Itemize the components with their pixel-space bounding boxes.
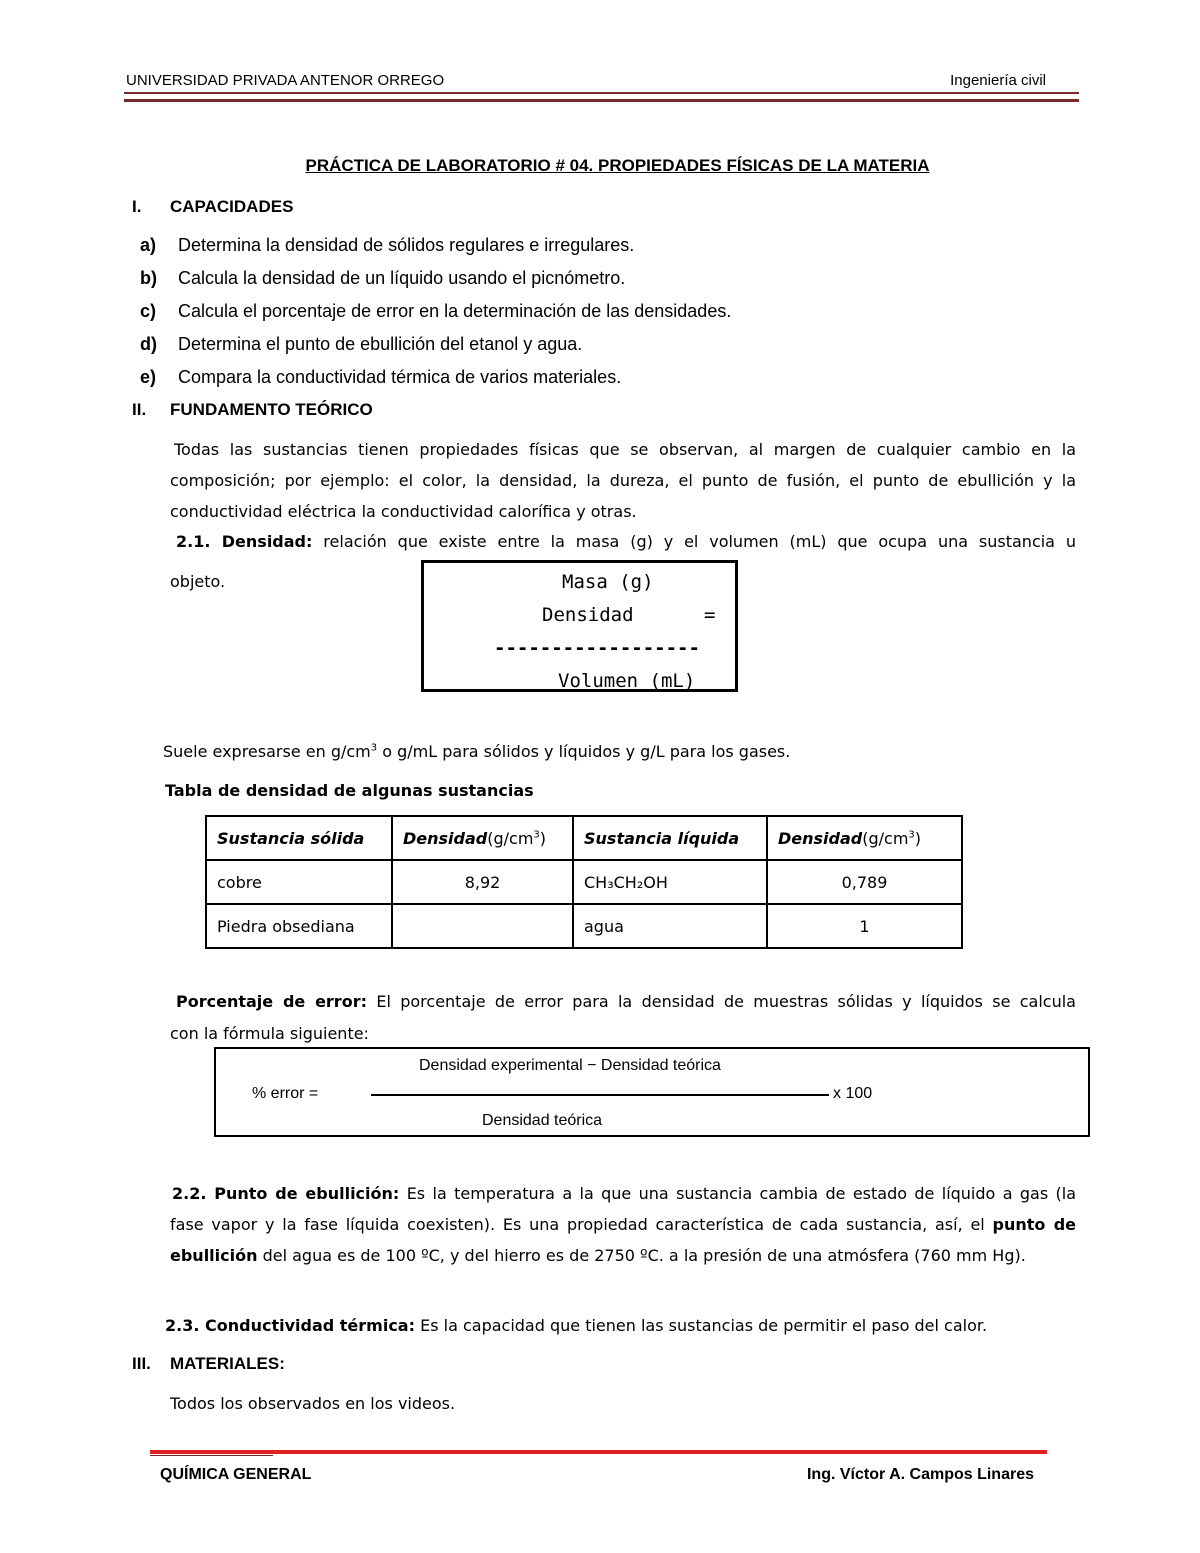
boiling-text1: Es la temperatura a la que una sustancia cambia de estado de líquido a gas (la xyxy=(406,1184,1077,1203)
header-rule xyxy=(124,92,1079,102)
list-item-letter: e) xyxy=(140,367,157,387)
header-university: UNIVERSIDAD PRIVADA ANTENOR ORREGO xyxy=(126,72,445,89)
error-right: x 100 xyxy=(833,1085,873,1102)
conduct-label: 2.3. Conductividad térmica: xyxy=(165,1316,415,1335)
header-unit-2: (g/cm xyxy=(862,828,909,848)
intro-paragraph: Todas las sustancias tienen propiedades físicas que se observan, al margen de cualquier cambio en la composición; por ejemplo: el color, la densidad, la dureza, el punto de fusión, el punto de ebullición y la conductividad eléctrica la conductividad calorífica y otras. xyxy=(170,440,1076,521)
list-item-text: Calcula la densidad de un líquido usando el picnómetro. xyxy=(178,268,626,288)
table-cell: 0,789 xyxy=(767,860,962,904)
list-item-text: Calcula el porcentaje de error en la determinación de las densidades. xyxy=(178,301,732,321)
boiling-line-3 xyxy=(170,1246,1026,1265)
list-item xyxy=(140,334,582,355)
table-cell: agua xyxy=(573,904,767,948)
header-sup-2: 3 xyxy=(908,829,915,841)
footer-rule xyxy=(150,1450,1047,1454)
section3-text: Todos los observados en los videos. xyxy=(170,1394,456,1413)
table-row xyxy=(206,904,962,948)
list-item xyxy=(140,367,621,388)
section2-number: II. xyxy=(132,400,147,419)
section3-heading: MATERIALES: xyxy=(170,1354,285,1373)
section1-heading: CAPACIDADES xyxy=(170,197,294,216)
list-item-text: Determina el punto de ebullición del etanol y agua. xyxy=(178,334,583,354)
formula-dashes: ------------------ xyxy=(494,637,700,659)
boiling-label: 2.2. Punto de ebullición: xyxy=(172,1184,400,1203)
table-cell: 1 xyxy=(767,904,962,948)
table-title: Tabla de densidad de algunas sustancias xyxy=(165,781,534,800)
density-line xyxy=(176,532,1076,551)
formula-equals: = xyxy=(704,604,716,626)
units-line xyxy=(163,742,790,761)
table-header-cell xyxy=(392,816,573,860)
density-text: relación que existe entre la masa (g) y el volumen (mL) que ocupa una sustancia u xyxy=(323,532,1077,551)
boiling-bold: punto de xyxy=(992,1215,1077,1234)
header-sup: 3 xyxy=(533,829,540,841)
units-line-a: Suele expresarse en g/cm xyxy=(163,742,371,761)
list-item-letter: c) xyxy=(140,301,157,321)
header-unit: (g/cm xyxy=(487,828,534,848)
error-denominator: Densidad teórica xyxy=(482,1112,603,1129)
density-text2: objeto. xyxy=(170,572,226,591)
error-formula-box xyxy=(214,1047,1090,1137)
error-numerator: Densidad experimental − Densidad teórica xyxy=(419,1057,721,1074)
conduct-line xyxy=(165,1316,987,1335)
list-item-text: Determina la densidad de sólidos regulares e irregulares. xyxy=(178,235,635,255)
density-formula-box xyxy=(421,560,738,692)
list-item-letter: b) xyxy=(140,268,157,288)
error-left: % error = xyxy=(252,1085,319,1102)
table-cell: 8,92 xyxy=(392,860,573,904)
section1-number: I. xyxy=(132,197,142,216)
header-program: Ingeniería civil xyxy=(950,72,1046,89)
conduct-text: Es la capacidad que tienen las sustancias de permitir el paso del calor. xyxy=(420,1316,988,1335)
table-header-cell: Sustancia líquida xyxy=(573,816,767,860)
table-header-row xyxy=(206,816,962,860)
table-header-cell xyxy=(767,816,962,860)
density-label: 2.1. Densidad: xyxy=(176,532,313,551)
list-item-text: Compara la conductividad térmica de varios materiales. xyxy=(178,367,622,387)
list-item-letter: d) xyxy=(140,334,157,354)
section3-number: III. xyxy=(132,1354,151,1373)
formula-left: Densidad xyxy=(542,604,634,626)
units-sup: 3 xyxy=(370,742,378,754)
header-density-2: Densidad xyxy=(778,828,863,848)
header-close: ) xyxy=(539,828,547,848)
table-cell: CH₃CH₂OH xyxy=(573,860,767,904)
error-fraction-line xyxy=(371,1094,829,1096)
section2-heading: FUNDAMENTO TEÓRICO xyxy=(170,400,373,419)
density-table xyxy=(205,815,963,949)
table-row xyxy=(206,860,962,904)
boiling-line-1 xyxy=(172,1184,1076,1203)
table-cell: cobre xyxy=(206,860,392,904)
error-text: El porcentaje de error para la densidad de muestras sólidas y líquidos se calcula xyxy=(376,992,1076,1011)
header-close-2: ) xyxy=(914,828,922,848)
list-item xyxy=(140,301,731,322)
table-header-cell: Sustancia sólida xyxy=(206,816,392,860)
footer-rule-accent xyxy=(150,1455,273,1456)
error-text2: con la fórmula siguiente: xyxy=(170,1024,369,1043)
footer-teacher: Ing. Víctor A. Campos Linares xyxy=(806,1466,1034,1483)
boiling-line-2 xyxy=(170,1215,1076,1234)
boiling-text2: fase vapor y la fase líquida coexisten). Es una propiedad característica de cada sustancia, así, el xyxy=(170,1215,985,1234)
units-line-b: o g/mL para sólidos y líquidos y g/L para los gases. xyxy=(377,742,791,761)
table-cell xyxy=(392,904,573,948)
list-item xyxy=(140,268,625,289)
boiling-bold2: ebullición xyxy=(170,1246,258,1265)
error-label: Porcentaje de error: xyxy=(176,992,367,1011)
list-item xyxy=(140,235,634,256)
page-title: PRÁCTICA DE LABORATORIO # 04. PROPIEDADES FÍSICAS DE LA MATERIA xyxy=(305,156,930,175)
formula-numerator: Masa (g) xyxy=(562,571,654,593)
error-line xyxy=(176,992,1076,1011)
boiling-text3: del agua es de 100 ºC, y del hierro es de 2750 ºC. a la presión de una atmósfera (760 mm Hg). xyxy=(262,1246,1026,1265)
header-density: Densidad xyxy=(403,828,488,848)
footer-course: QUÍMICA GENERAL xyxy=(160,1466,312,1483)
table-cell: Piedra obsediana xyxy=(206,904,392,948)
formula-denominator: Volumen (mL) xyxy=(558,670,696,692)
list-item-letter: a) xyxy=(140,235,157,255)
